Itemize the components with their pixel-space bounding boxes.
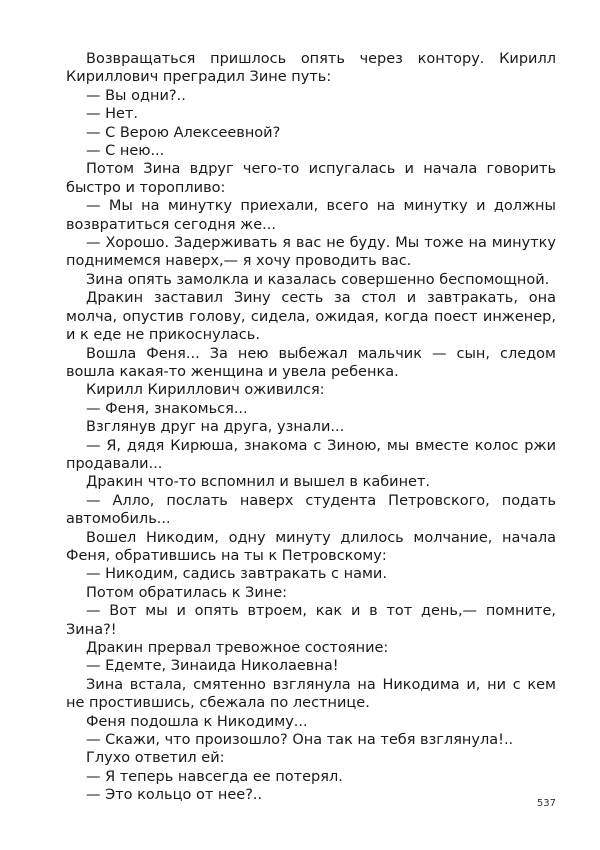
paragraph: — Едемте, Зинаида Николаевна! xyxy=(86,658,339,675)
paragraph: — Я, дядя Кирюша, знакома с Зиною, мы вместе колос ржи продавали... xyxy=(66,437,556,472)
paragraph: — С Верою Алексеевной? xyxy=(86,124,281,141)
paragraph: Возвращаться пришлось опять через контору. Кирилл Кириллович преградил Зине путь: xyxy=(66,51,556,86)
paragraph: — Феня, знакомься... xyxy=(86,400,248,417)
page-number: 537 xyxy=(536,798,556,809)
paragraph: — Алло, послать наверх студента Петровского, подать автомобиль... xyxy=(66,492,556,528)
paragraph: — Вот мы и опять втроем, как и в тот день,— помните, Зина?! xyxy=(66,603,556,638)
paragraph: — Никодим, садись завтракать с нами. xyxy=(86,566,387,583)
paragraph: Кирилл Кириллович оживился: xyxy=(86,382,325,399)
paragraph: Дракин заставил Зину сесть за стол и завтракать, она молча, опустив голову, сидела, ожидая, когда поест инженер, и к еде не прикоснулась. xyxy=(66,290,556,344)
paragraph: — Нет. xyxy=(86,106,138,123)
paragraph: — Вы одни?.. xyxy=(86,87,186,104)
paragraph: Глухо ответил ей: xyxy=(86,750,225,767)
paragraph: Потом Зина вдруг чего-то испугалась и начала говорить быстро и торопливо: xyxy=(66,161,556,196)
paragraph: Дракин прервал тревожное состояние: xyxy=(86,640,389,656)
paragraph: — Хорошо. Задерживать я вас не буду. Мы тоже на минутку поднимемся наверх,— я хочу проводить вас. xyxy=(66,235,556,270)
paragraph: Зина опять замолкла и казалась совершенно беспомощной. xyxy=(86,271,550,288)
paragraph: — Мы на минутку приехали, всего на минутку и должны возвратиться сегодня же... xyxy=(66,198,556,233)
paragraph: — Это кольцо от нее?.. xyxy=(86,787,263,804)
paragraph: Дракин что-то вспомнил и вышел в кабинет. xyxy=(86,474,431,491)
paragraph: — Скажи, что произошло? Она так на тебя взглянула!.. xyxy=(86,732,514,749)
paragraph: Потом обратилась к Зине: xyxy=(86,584,288,601)
paragraph: — Я теперь навсегда ее потерял. xyxy=(86,768,343,785)
paragraph: Взглянув друг на друга, узнали... xyxy=(86,419,345,436)
paragraph: Феня подошла к Никодиму... xyxy=(86,713,308,730)
paragraph: — С нею... xyxy=(86,143,165,160)
paragraph: Вошла Феня... За нею выбежал мальчик — сын, следом вошла какая-то женщина и увела ребенка. xyxy=(66,345,556,380)
paragraph: Зина встала, смятенно взглянула на Никодима и, ни с кем не простившись, сбежала по лестнице. xyxy=(66,676,556,712)
page-text xyxy=(66,50,556,805)
paragraph: Вошел Никодим, одну минуту длилось молчание, начала Феня, обратившись на ты к Петровскому: xyxy=(66,529,556,564)
